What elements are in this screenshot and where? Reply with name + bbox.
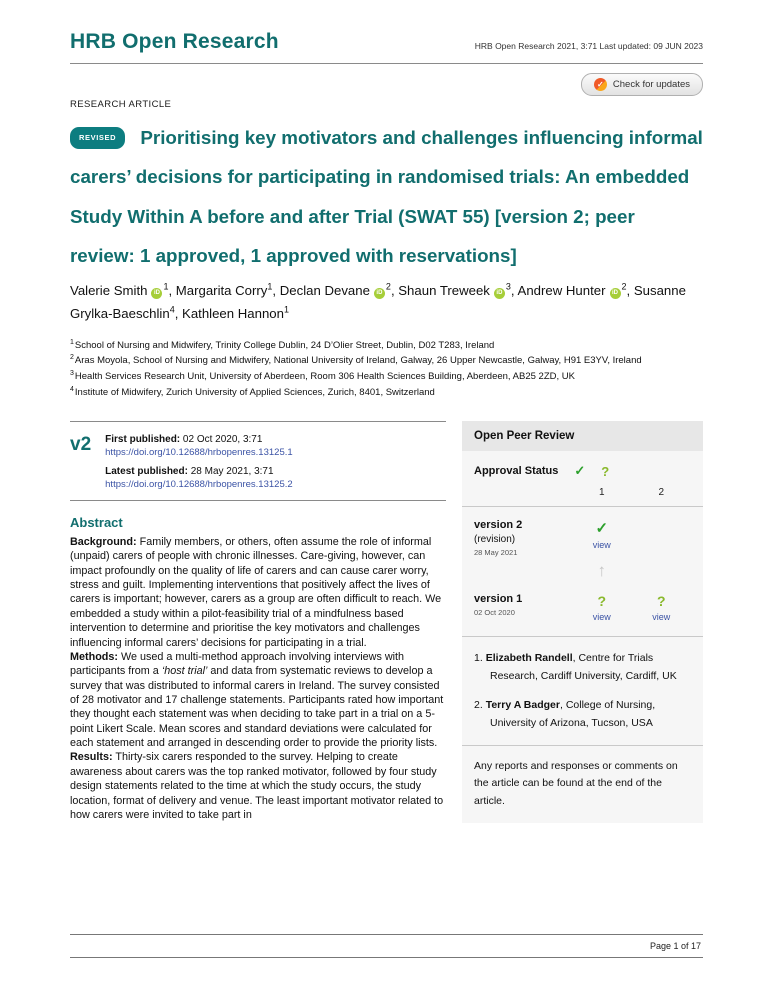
revised-badge: REVISED bbox=[70, 127, 125, 149]
affiliation bbox=[70, 353, 703, 369]
author-separator: , bbox=[626, 283, 634, 299]
abstract-text bbox=[70, 535, 446, 822]
latest-published-label: Latest published: bbox=[105, 466, 188, 478]
author-name: Shaun Treweek bbox=[398, 283, 490, 299]
author bbox=[70, 283, 176, 298]
version-2-row bbox=[462, 507, 703, 557]
affiliation-number: 4 bbox=[70, 386, 74, 394]
peer-review-note: Any reports and responses or comments on the article can be found at the end of the article. bbox=[462, 745, 703, 824]
first-published-label: First published: bbox=[105, 434, 181, 446]
page-number: Page 1 of 17 bbox=[649, 941, 701, 951]
author-separator: , bbox=[174, 306, 183, 322]
author-name: Declan Devane bbox=[279, 283, 370, 299]
results-label: Results: bbox=[70, 751, 113, 764]
header-divider bbox=[70, 63, 703, 64]
citation-meta: HRB Open Research 2021, 3:71 Last updated: 09 JUN 2023 bbox=[474, 41, 703, 51]
reviewer-item bbox=[474, 649, 691, 686]
author bbox=[518, 283, 634, 298]
version-indicator: v2 bbox=[70, 434, 92, 456]
affiliation-number: 3 bbox=[70, 370, 74, 378]
reservations-question-icon: ? bbox=[656, 593, 666, 610]
masthead bbox=[70, 30, 703, 54]
methods-text-cont: and data from systematic reviews to develop a survey that was distributed to informal carers in Ireland. The survey consisted of 28 motivator and 17 challenge statements. Participants rated how important they thought each statement was when deciding to take part in a trial on a 5-point Likert Scale. Mean scores and standard deviations were calculated for each statement and arranged in descending order to provide the priority lists. bbox=[70, 665, 444, 750]
background-label: Background: bbox=[70, 536, 137, 549]
reviewer-affiliation: , Centre for Trials Research, Cardiff University, Cardiff, UK bbox=[490, 652, 677, 683]
affiliation-text: Aras Moyola, School of Nursing and Midwifery, National University of Ireland, Galway, 26 Upper Newcastle, Galway, H91 E3YV, Ireland bbox=[74, 355, 642, 367]
author-affiliation-sup: 1 bbox=[163, 281, 169, 292]
methods-text: We used a multi-method approach involving interviews with participants from a bbox=[70, 650, 405, 678]
methods-label: Methods: bbox=[70, 650, 118, 663]
affiliation bbox=[70, 338, 703, 354]
abstract-methods bbox=[70, 650, 446, 751]
orcid-icon[interactable]: iD bbox=[374, 288, 385, 299]
author-name: Valerie Smith bbox=[70, 283, 148, 299]
author-separator: , bbox=[168, 283, 176, 299]
publication-history bbox=[70, 421, 446, 501]
page-footer bbox=[70, 934, 703, 958]
journal-brand: HRB Open Research bbox=[70, 30, 279, 53]
abstract-background bbox=[70, 535, 446, 650]
affiliation bbox=[70, 385, 703, 401]
background-text: Family members, or others, often assume the role of informal (unpaid) carers of people with chronic illnesses. Care-giving, however, can impact profoundly on the quality of life of carers and can cause carer worry, stress and guilt. Implementing interventions that positively affect the lives of carers is important; however, carers as a group are often difficult to reach. We embedded a study within a pilot-feasibility trial of a mindfulness based intervention to determine and prioritise the key motivators and challenges influencing informal carers’ decisions for participating in a trial. bbox=[70, 536, 442, 649]
approved-check-icon: ✓ bbox=[595, 520, 609, 538]
affiliation-text: Institute of Midwifery, Zurich University of Applied Sciences, Zurich, 8401, Switzerland bbox=[74, 387, 435, 399]
reviewer-list bbox=[462, 636, 703, 745]
author-separator: , bbox=[510, 283, 518, 299]
article-title-text: Prioritising key motivators and challenges influencing informal carers’ decisions for participating in randomised trials: An embedded Study Within A before and after Trial (SWAT 55) [version 2; peer review: 1 approved, 1 approved with reservations] bbox=[70, 127, 703, 267]
reviewer-column-2: 2 bbox=[658, 487, 665, 499]
results-text: Thirty-six carers responded to the survey. Helping to create awareness about carers was the top ranked motivator, followed by four study design statements related to the time at which the study occurs, the study location, format of delivery and venue. The least important motivator related to how carers were invited to take part in bbox=[70, 751, 444, 821]
author-affiliation-sup: 1 bbox=[267, 281, 273, 292]
version-arrow-icon: ↑ bbox=[597, 561, 606, 581]
version-2-note: (revision) bbox=[474, 534, 516, 546]
author bbox=[398, 283, 517, 298]
author-affiliation-sup: 1 bbox=[283, 304, 289, 315]
article-title bbox=[70, 118, 703, 276]
approved-check-icon: ✓ bbox=[574, 463, 586, 479]
orcid-icon[interactable]: iD bbox=[494, 288, 505, 299]
latest-published-line bbox=[105, 466, 293, 477]
author-affiliation-sup: 2 bbox=[621, 281, 627, 292]
latest-published-value: 28 May 2021, 3:71 bbox=[190, 466, 274, 478]
author-affiliation-sup: 4 bbox=[169, 304, 175, 315]
first-published-value: 02 Oct 2020, 3:71 bbox=[182, 434, 263, 446]
author-separator: , bbox=[272, 283, 280, 299]
affiliation-number: 1 bbox=[70, 338, 74, 346]
affiliation-text: Health Services Research Unit, University of Aberdeen, Room 306 Health Sciences Building, Aberdeen, AB25 2ZD, UK bbox=[74, 371, 575, 383]
crossmark-icon: ✓ bbox=[594, 78, 607, 91]
approval-status-row bbox=[462, 451, 703, 487]
reviewer-name: Terry A Badger bbox=[485, 698, 560, 711]
author-name: Andrew Hunter bbox=[517, 283, 606, 299]
version-arrow-row bbox=[462, 557, 703, 581]
approval-status-label: Approval Status bbox=[474, 465, 559, 478]
latest-doi-link[interactable]: https://doi.org/10.12688/hrbopenres.13125.2 bbox=[105, 479, 293, 491]
first-doi-link[interactable]: https://doi.org/10.12688/hrbopenres.13125.1 bbox=[105, 447, 293, 459]
author-separator: , bbox=[390, 283, 399, 299]
affiliation bbox=[70, 369, 703, 385]
reviewer-columns-header bbox=[462, 487, 703, 507]
reservations-question-icon: ? bbox=[601, 463, 610, 479]
version-1-row bbox=[462, 581, 703, 622]
author-affiliation-sup: 2 bbox=[385, 281, 391, 292]
orcid-icon[interactable]: iD bbox=[610, 288, 621, 299]
first-published-line bbox=[105, 434, 293, 445]
author-affiliation-sup: 3 bbox=[505, 281, 511, 292]
author-name: Susanne Grylka-Baeschlin bbox=[70, 283, 686, 322]
open-peer-review-header: Open Peer Review bbox=[462, 421, 703, 451]
reviewer-item bbox=[474, 696, 691, 733]
author bbox=[176, 283, 280, 298]
reservations-question-icon: ? bbox=[597, 593, 607, 610]
view-report-link[interactable]: view bbox=[592, 612, 611, 623]
version-1-label: version 1 bbox=[474, 593, 523, 606]
author-name: Kathleen Hannon bbox=[182, 306, 284, 322]
abstract-heading: Abstract bbox=[70, 515, 123, 531]
check-for-updates-label: Check for updates bbox=[612, 79, 690, 90]
main-column bbox=[70, 421, 446, 822]
version-2-date: 28 May 2021 bbox=[474, 548, 518, 558]
reviewer-number: 2. bbox=[474, 698, 483, 711]
version-2-label: version 2 bbox=[474, 519, 523, 532]
reviewer-name: Elizabeth Randell bbox=[485, 652, 573, 665]
author-name: Margarita Corry bbox=[175, 283, 268, 299]
orcid-icon[interactable]: iD bbox=[151, 288, 162, 299]
reviewer-column-1: 1 bbox=[598, 487, 605, 499]
reviewer-number: 1. bbox=[474, 652, 483, 665]
article-type-label: RESEARCH ARTICLE bbox=[70, 99, 172, 110]
check-for-updates-button[interactable] bbox=[581, 73, 703, 96]
author bbox=[182, 306, 289, 321]
reviewer-affiliation: , College of Nursing, University of Arizona, Tucson, USA bbox=[490, 698, 656, 730]
abstract-results bbox=[70, 750, 446, 822]
affiliation-number: 2 bbox=[70, 354, 74, 362]
view-report-link[interactable]: view bbox=[652, 612, 671, 623]
affiliation-text: School of Nursing and Midwifery, Trinity College Dublin, 24 D’Olier Street, Dublin, D02 T283, Ireland bbox=[74, 339, 495, 351]
affiliation-list bbox=[70, 338, 703, 402]
author-list bbox=[70, 280, 703, 326]
open-peer-review-panel bbox=[462, 421, 703, 823]
view-report-link[interactable]: view bbox=[592, 540, 611, 551]
author bbox=[280, 283, 399, 298]
version-1-date: 02 Oct 2020 bbox=[474, 608, 515, 618]
host-trial-italic: ‘host trial’ bbox=[161, 665, 208, 678]
